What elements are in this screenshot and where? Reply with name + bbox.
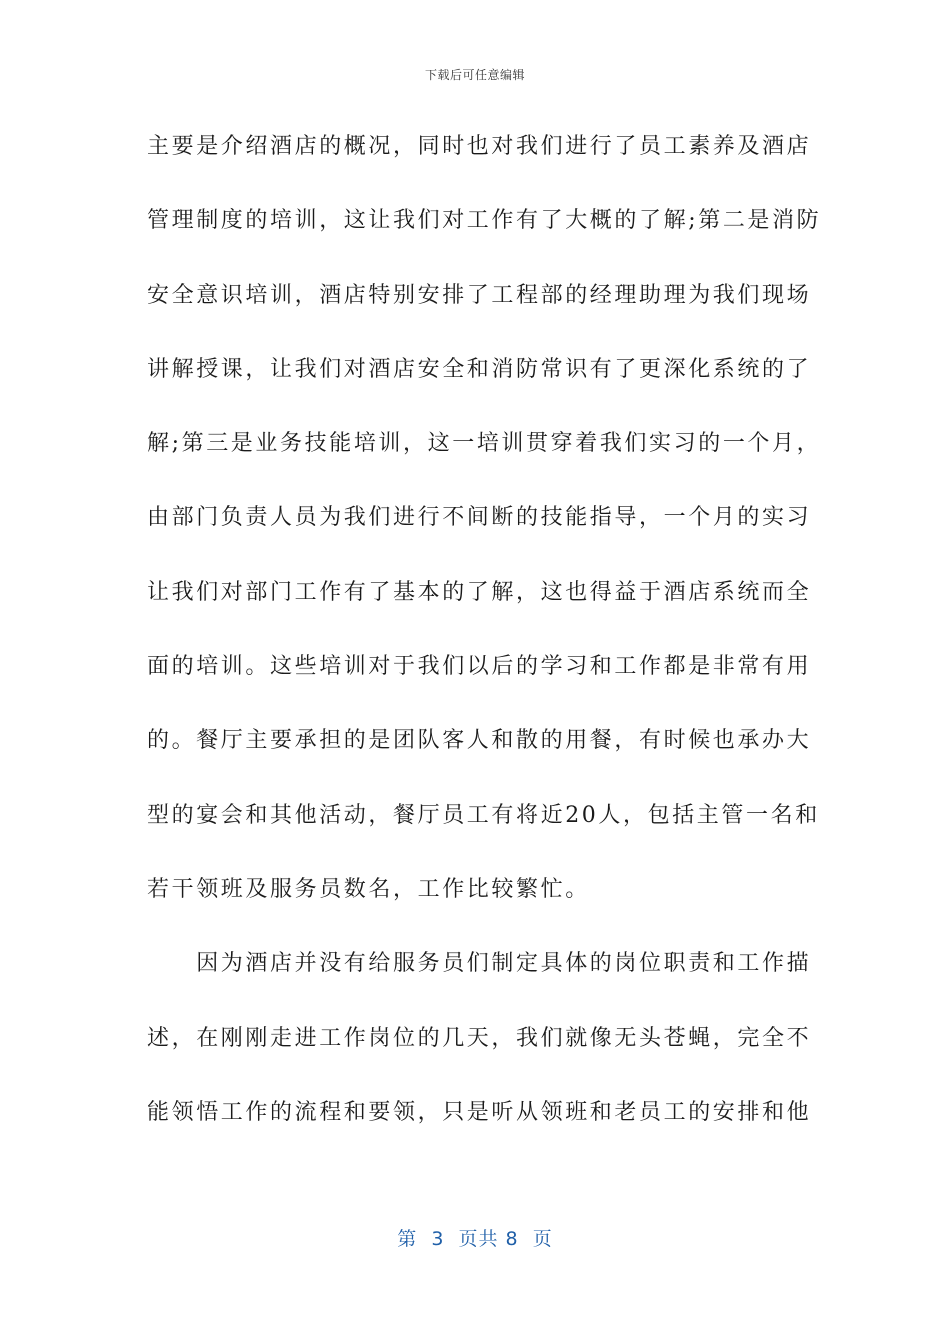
paragraph-line: 面的培训。这些培训对于我们以后的学习和工作都是非常有用 <box>147 654 812 680</box>
paragraph-line: 型的宴会和其他活动，餐厅员工有将近20人，包括主管一名和 <box>147 802 820 828</box>
paragraph-line: 的。餐厅主要承担的是团队客人和散的用餐，有时候也承办大 <box>147 728 812 754</box>
paragraph-line: 由部门负责人员为我们进行不间断的技能指导，一个月的实习 <box>147 505 812 531</box>
paragraph-line: 安全意识培训，酒店特别安排了工程部的经理助理为我们现场 <box>147 282 812 308</box>
paragraph-line: 主要是介绍酒店的概况，同时也对我们进行了员工素养及酒店 <box>147 134 812 159</box>
document-body <box>147 127 822 1167</box>
page-number-footer: 第 3 页共 8 页 <box>397 1228 553 1250</box>
paragraph-line: 讲解授课，让我们对酒店安全和消防常识有了更深化系统的了 <box>147 356 812 382</box>
paragraph-line: 能领悟工作的流程和要领，只是听从领班和老员工的安排和他 <box>147 1099 812 1125</box>
paragraph-line: 述，在刚刚走进工作岗位的几天，我们就像无头苍蝇，完全不 <box>147 1025 812 1051</box>
paragraph-line: 若干领班及服务员数名，工作比较繁忙。 <box>147 876 590 902</box>
paragraph-line: 让我们对部门工作有了基本的了解，这也得益于酒店系统而全 <box>147 579 812 605</box>
page-header-note: 下载后可任意编辑 <box>424 68 525 82</box>
paragraph-line: 因为酒店并没有给服务员们制定具体的岗位职责和工作描 <box>147 951 812 977</box>
paragraph-line: 管理制度的培训，这让我们对工作有了大概的了解;第二是消防 <box>147 208 822 234</box>
paragraph-line: 解;第三是业务技能培训，这一培训贯穿着我们实习的一个月， <box>147 431 822 457</box>
